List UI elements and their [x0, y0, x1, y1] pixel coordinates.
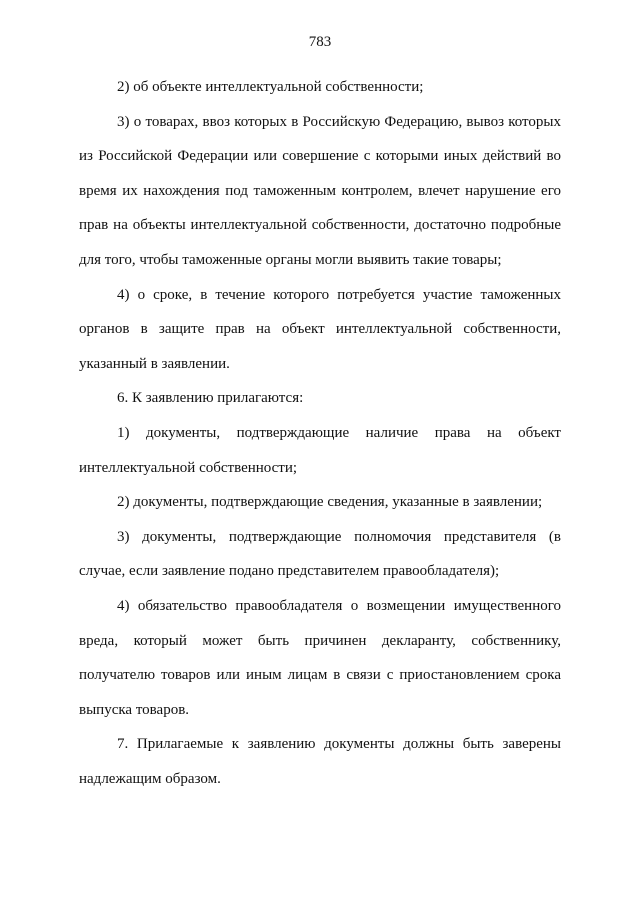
paragraph-item-2: 2) об объекте интеллектуальной собственности; [117, 79, 424, 95]
paragraph-section-7: 7. Прилагаемые к заявлению документы должны быть заверены надлежащим образом. [79, 736, 561, 787]
paragraph-attachment-3: 3) документы, подтверждающие полномочия представителя (в случае, если заявление подано представителем правообладателя); [79, 528, 561, 580]
paragraph-item-4: 4) о сроке, в течение которого потребуется участие таможенных органов в защите прав на объект интеллектуальной собственности, указанный в заявлении. [79, 286, 561, 372]
paragraph-item-3: 3) о товарах, ввоз которых в Российскую Федерацию, вывоз которых из Российской Федерации или совершение с которыми иных действий во время их нахождения под таможенным контролем, влечет нарушение его прав на объекты интеллектуальной собственности, достаточно подробные для того, чтобы таможенные органы могли выявить такие товары; [79, 113, 561, 268]
page-number: 783 [308, 34, 332, 50]
paragraph-attachment-4: 4) обязательство правообладателя о возмещении имущественного вреда, который может быть причинен декларанту, собственнику, получателю товаров или иным лицам в связи с приостановлением срока выпуска товаров. [79, 597, 561, 718]
paragraph-attachment-2: 2) документы, подтверждающие сведения, указанные в заявлении; [117, 494, 543, 511]
paragraph-attachment-1: 1) документы, подтверждающие наличие права на объект интеллектуальной собственности; [79, 424, 561, 476]
paragraph-section-6: 6. К заявлению прилагаются: [117, 390, 304, 407]
document-body [79, 70, 561, 796]
